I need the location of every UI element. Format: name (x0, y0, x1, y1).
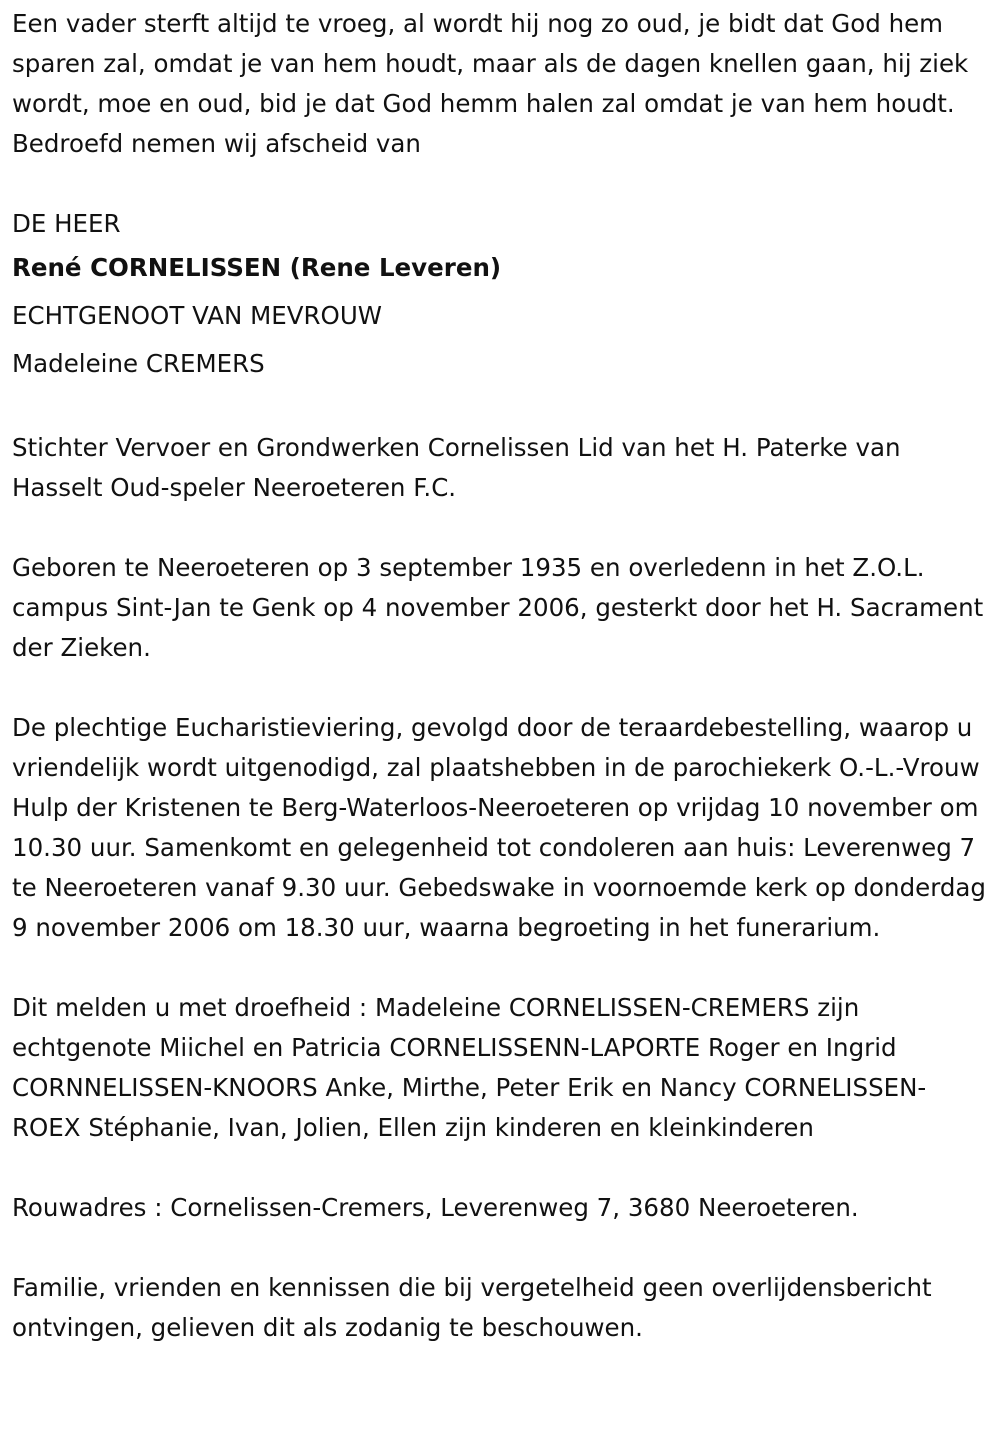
spacer (12, 1228, 988, 1268)
birth-death-paragraph: Geboren te Neeroeteren op 3 september 1935 en overledenn in het Z.O.L. campus Sint-Jan te Genk op 4 november 2006, gesterkt door het H. Sacrament der Zieken. (12, 553, 984, 662)
intro-paragraph: Een vader sterft altijd te vroeg, al wordt hij nog zo oud, je bidt dat God hem sparen zal, omdat je van hem houdt, maar als de dagen knellen gaan, hij ziek wordt, moe en oud, bid je dat God hemm halen zal omdat je van hem houdt. Bedroefd nemen wij afscheid van (12, 9, 969, 158)
spacer (12, 948, 988, 988)
spacer (12, 668, 988, 708)
deceased-name: René CORNELISSEN (Rene Leveren) (12, 253, 502, 282)
spacer (12, 164, 988, 204)
spacer (12, 388, 988, 428)
deceased-title: DE HEER (12, 209, 121, 238)
relation-line: ECHTGENOOT VAN MEVROUW (12, 301, 383, 330)
closing-paragraph: Familie, vrienden en kennissen die bij vergetelheid geen overlijdensbericht ontvingen, gelieven dit als zodanig te beschouwen. (12, 1273, 932, 1342)
spouse-name: Madeleine CREMERS (12, 349, 265, 378)
spacer (12, 508, 988, 548)
spacer (12, 1148, 988, 1188)
family-paragraph: Dit melden u met droefheid : Madeleine CORNELISSEN-CREMERS zijn echtgenote Miichel en Patricia CORNELISSENN-LAPORTE Roger en Ingrid CORNNELISSEN-KNOORS Anke, Mirthe, Peter Erik en Nancy CORNELISSEN-ROEX Stéphanie, Ivan, Jolien, Ellen zijn kinderen en kleinkinderen (12, 993, 927, 1142)
roles-paragraph: Stichter Vervoer en Grondwerken Cornelissen Lid van het H. Paterke van Hasselt Oud-speler Neeroeteren F.C. (12, 433, 901, 502)
address-paragraph: Rouwadres : Cornelissen-Cremers, Leverenweg 7, 3680 Neeroeteren. (12, 1193, 859, 1222)
ceremony-paragraph: De plechtige Eucharistieviering, gevolgd door de teraardebestelling, waarop u vriendelijk wordt uitgenodigd, zal plaatshebben in de parochiekerk O.-L.-Vrouw Hulp der Kristenen te Berg-Waterloos-Neeroeteren op vrijdag 10 november om 10.30 uur. Samenkomt en gelegenheid tot condoleren aan huis: Leverenweg 7 te Neeroeteren vanaf 9.30 uur. Gebedswake in voornoemde kerk op donderdag 9 november 2006 om 18.30 uur, waarna begroeting in het funerarium. (12, 713, 986, 942)
